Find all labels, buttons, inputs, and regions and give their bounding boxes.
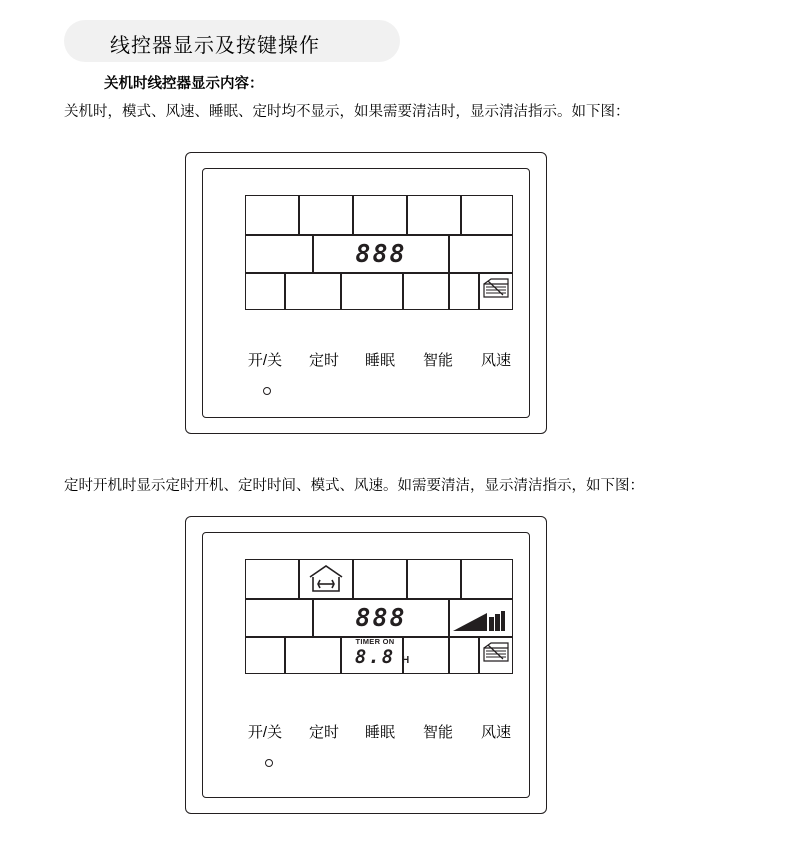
lcd-cell-r3c2 [285,637,341,674]
controller-inner-frame [202,532,530,798]
temperature-digits: 888 [355,603,407,632]
lcd-cell-r3c4 [403,273,449,310]
lcd-cell-r1c3 [353,559,407,599]
house-smart-icon [306,564,346,594]
page-title: 线控器显示及按键操作 [110,35,320,57]
wired-controller-off-state [185,152,547,434]
button-power[interactable]: 开/关 [247,724,283,741]
button-fan-speed[interactable]: 风速 [480,724,511,741]
lcd-cell-r1c4 [407,559,461,599]
lcd-cell-r1c1 [245,559,299,599]
lcd-display-off [245,195,513,310]
controller-inner-frame [202,168,530,418]
button-label-row-off [237,349,527,369]
off-mode-heading: 关机时线控器显示内容： [104,76,264,92]
lcd-cell-r1c5 [461,559,513,599]
button-label-row-timer [237,721,527,741]
timer-on-description: 定时开机时显示定时开机、定时时间、模式、风速。如需要清洁，显示清洁指示，如下图： [64,478,644,494]
lcd-cell-r3c4 [403,637,449,674]
button-sleep[interactable]: 睡眠 [364,352,395,369]
lcd-cell-r1c2 [299,195,353,235]
timer-digits: 8.8 [354,646,396,668]
lcd-display-timer [245,559,513,674]
lcd-cell-r1c1 [245,195,299,235]
power-led-indicator [263,387,271,395]
clean-filter-icon [481,641,511,666]
button-timer[interactable]: 定时 [308,352,339,369]
temperature-digits: 888 [355,239,407,268]
fan-speed-bars-icon [451,609,505,633]
power-led-indicator [265,759,273,767]
clean-filter-icon [481,277,511,302]
timer-on-label: TIMER ON [355,637,395,646]
lcd-cell-r1c4 [407,195,461,235]
button-fan-speed[interactable]: 风速 [480,352,511,369]
button-sleep[interactable]: 睡眠 [364,724,395,741]
lcd-cell-r3c5 [449,273,479,310]
lcd-cell-r3c2 [285,273,341,310]
button-power[interactable]: 开/关 [247,352,283,369]
lcd-cell-r3c1 [245,637,285,674]
lcd-cell-r2c1 [245,235,313,273]
lcd-cell-r3c1 [245,273,285,310]
off-mode-description: 关机时，模式、风速、睡眠、定时均不显示，如果需要清洁时，显示清洁指示。如下图： [64,104,630,120]
button-smart[interactable]: 智能 [422,352,453,369]
timer-unit-label: H [402,655,410,666]
section-heading-pill [64,20,400,62]
lcd-cell-r3c3 [341,273,403,310]
lcd-cell-r2c3 [449,235,513,273]
lcd-cell-r1c3 [353,195,407,235]
wired-controller-timer-state [185,516,547,814]
button-smart[interactable]: 智能 [422,724,453,741]
lcd-cell-r3c5 [449,637,479,674]
lcd-cell-r1c5 [461,195,513,235]
lcd-cell-r2c1 [245,599,313,637]
button-timer[interactable]: 定时 [308,724,339,741]
